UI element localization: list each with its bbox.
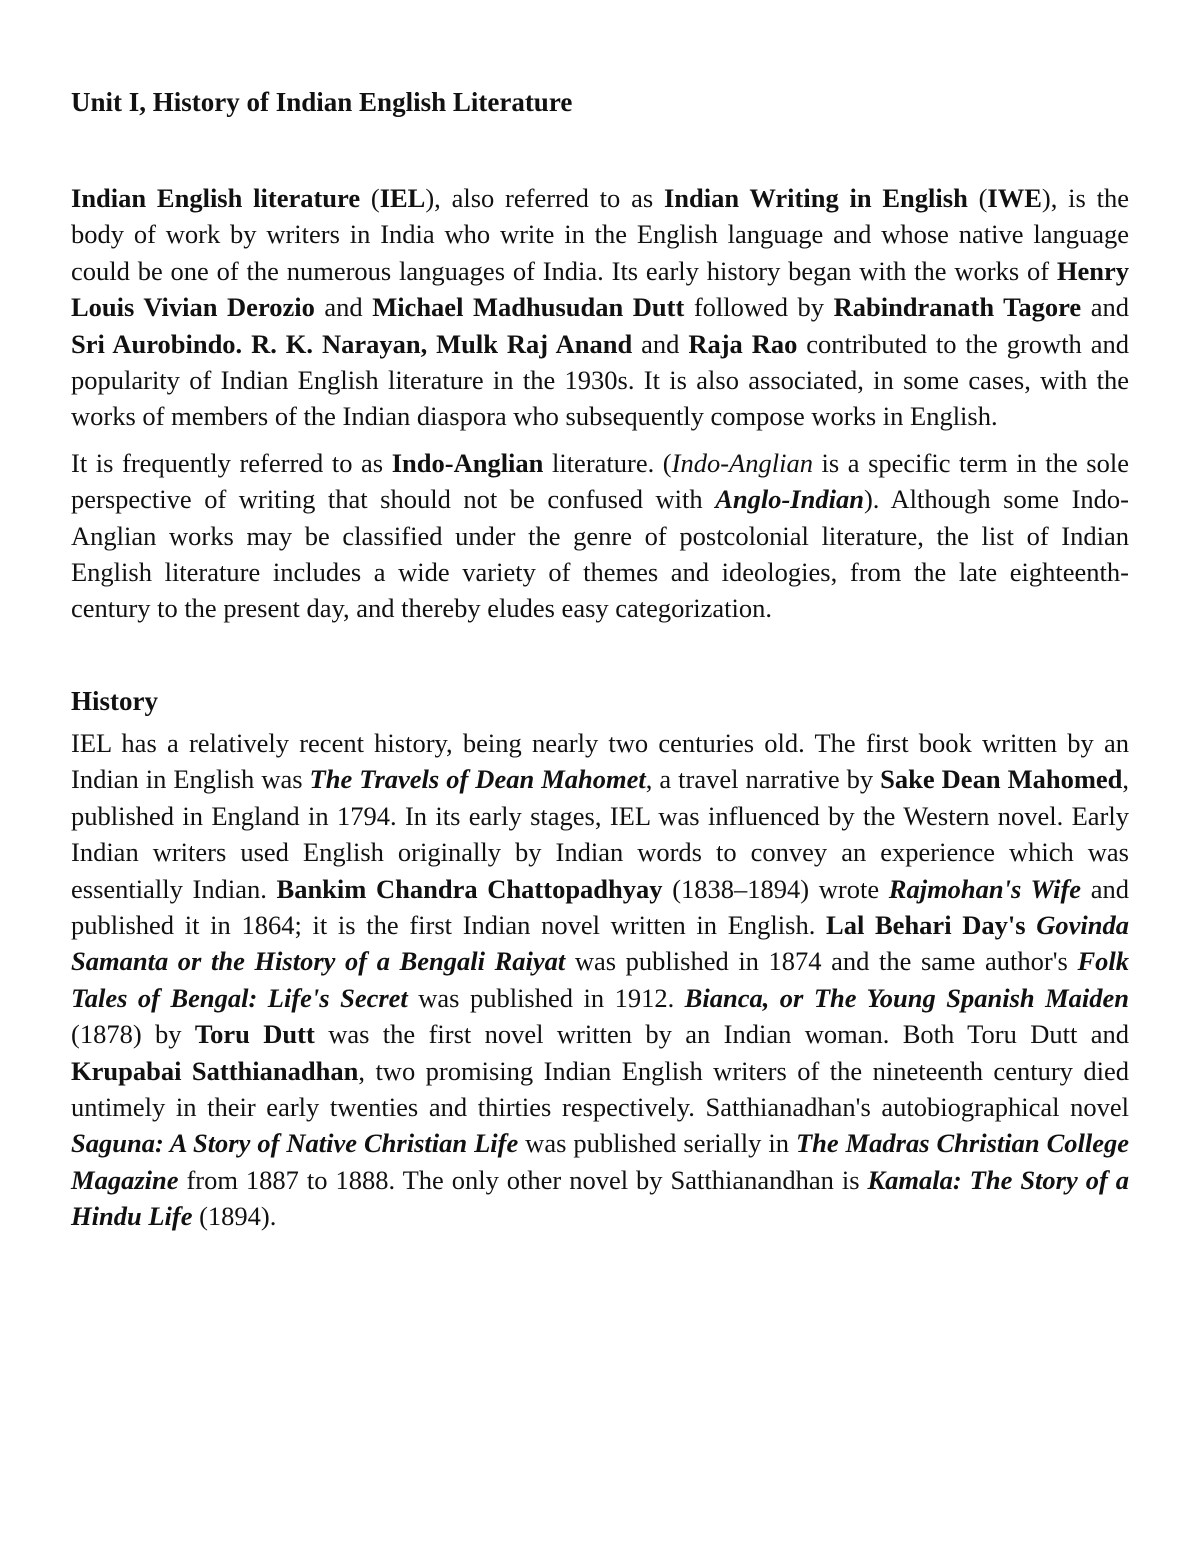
emphasis-text: Krupabai Satthianadhan xyxy=(71,1055,359,1086)
body-text: IEL has a relatively recent history, being nearly two centuries old. The first book written by an Indian in English was xyxy=(71,727,1129,795)
emphasis-text: IWE xyxy=(987,183,1042,213)
emphasis-text: Kamala: The Story of a Hindu Life xyxy=(71,1164,1129,1232)
body-text: ), is the body of work by writers in India who write in the English language and whose native language could be one of the numerous languages of India. Its early history began with the works of xyxy=(71,183,1129,286)
body-text: ( xyxy=(360,183,380,213)
document-page xyxy=(71,84,1129,1235)
emphasis-text: Indo-Anglian xyxy=(671,447,813,478)
body-text: was the first novel written by an Indian woman. Both Toru Dutt and xyxy=(314,1019,1129,1050)
body-text: ), also referred to as xyxy=(425,183,664,213)
body-text: It is frequently referred to as xyxy=(71,447,392,478)
emphasis-text: Sake Dean Mahomed xyxy=(880,764,1123,795)
emphasis-text: Anglo-Indian xyxy=(715,484,864,515)
emphasis-text: Rabindranath Tagore xyxy=(833,292,1082,323)
emphasis-text: Indo-Anglian xyxy=(391,447,544,478)
body-text: was published serially in xyxy=(518,1128,796,1159)
emphasis-text: Lal Behari Day's xyxy=(826,909,1026,940)
emphasis-text: Raja Rao xyxy=(688,328,798,359)
intro-paragraph-1 xyxy=(71,180,1129,435)
body-text: is a specific term in the sole perspective of writing that should not be confused with xyxy=(71,447,1129,515)
history-paragraph-1 xyxy=(71,725,1129,1235)
body-text xyxy=(1026,910,1037,940)
emphasis-text: Toru Dutt xyxy=(194,1019,315,1050)
emphasis-text: IEL xyxy=(379,183,426,213)
body-text: from 1887 to 1888. The only other novel by Satthianandhan is xyxy=(178,1164,868,1195)
body-text: ( xyxy=(967,183,988,213)
emphasis-text: Henry Louis Vivian Derozio xyxy=(71,255,1129,323)
intro-paragraph-2 xyxy=(71,445,1129,627)
emphasis-text: Michael Madhusudan Dutt xyxy=(372,292,685,323)
emphasis-text: The Madras Christian College Magazine xyxy=(71,1128,1130,1195)
body-text: (1878) by xyxy=(71,1019,195,1050)
body-text: , published in England in 1794. In its early stages, IEL was influenced by the Western novel. Early Indian writers used English originally by Indian words to convey an experience which was essentially Indian. xyxy=(71,764,1130,904)
body-text: and xyxy=(314,292,373,323)
body-text: was published in 1912. xyxy=(407,982,685,1013)
body-text: (1894). xyxy=(192,1201,277,1232)
body-text: , two promising Indian English writers of the nineteenth century died untimely in their early twenties and thirties respectively. Satthianadhan's autobiographical novel xyxy=(71,1055,1129,1122)
body-text: contributed to the growth and popularity of Indian English literature in the 1930s. It is also associated, in some cases, with the works of members of the Indian diaspora who subsequently compose works in English. xyxy=(71,328,1129,432)
emphasis-text: Saguna: A Story of Native Christian Life xyxy=(71,1128,519,1159)
body-text: and published it in 1864; it is the first Indian novel written in English. xyxy=(71,873,1129,940)
emphasis-text: Bankim Chandra Chattopadhyay xyxy=(276,873,663,904)
body-text: (1838–1894) wrote xyxy=(662,873,889,904)
page-title: Unit I, History of Indian English Literature xyxy=(71,87,573,117)
section-heading-history: History xyxy=(71,685,158,716)
body-text: literature. ( xyxy=(543,447,672,478)
emphasis-text: Indian English literature xyxy=(71,183,361,213)
emphasis-text: Sri Aurobindo. R. K. Narayan, Mulk Raj Anand xyxy=(71,328,633,359)
body-text: was published in 1874 and the same author's xyxy=(565,946,1078,977)
emphasis-text: Rajmohan's Wife xyxy=(888,873,1082,904)
emphasis-text: Folk Tales of Bengal: Life's Secret xyxy=(71,946,1129,1013)
emphasis-text: Bianca, or The Young Spanish Maiden xyxy=(684,982,1130,1013)
body-text: , a travel narrative by xyxy=(645,764,881,795)
emphasis-text: The Travels of Dean Mahomet xyxy=(309,764,646,795)
body-text: and xyxy=(1081,292,1129,323)
emphasis-text: Govinda Samanta or the History of a Bengali Raiyat xyxy=(71,909,1130,977)
body-text: followed by xyxy=(684,292,834,323)
body-text: ). Although some Indo-Anglian works may be classified under the genre of postcolonial literature, the list of Indian English literature includes a wide variety of themes and ideologies, from the late eighteenth-century to the present day, and thereby eludes easy categorization. xyxy=(71,484,1129,624)
emphasis-text: Indian Writing in English xyxy=(663,183,968,213)
body-text: and xyxy=(632,328,689,359)
